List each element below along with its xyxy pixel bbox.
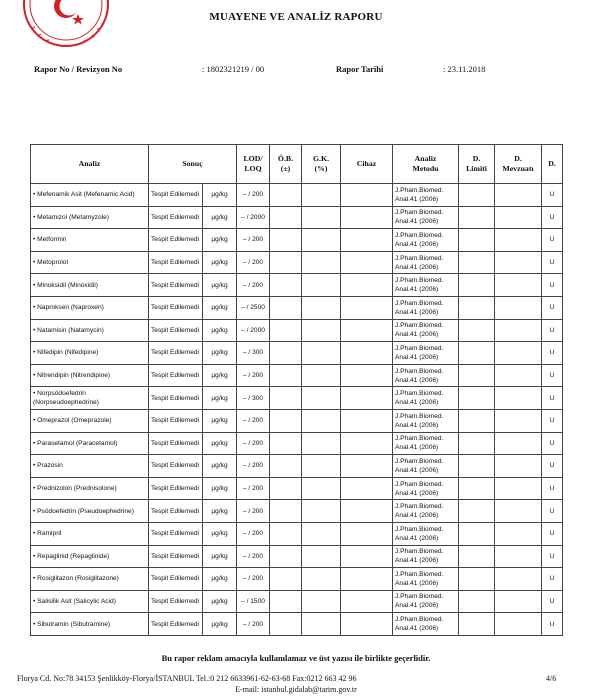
device-cell	[341, 364, 393, 387]
method-cell: J.Pham.Biomed. Anal.41 (2006)	[393, 206, 459, 229]
table-row	[31, 432, 563, 455]
device-cell	[341, 568, 393, 591]
d-limit-cell	[459, 409, 495, 432]
table-row	[31, 229, 563, 252]
table-row	[31, 500, 563, 523]
report-no-label: Rapor No / Revizyon No	[34, 64, 123, 74]
col-sonuc: Sonuç	[149, 145, 237, 184]
gk-cell	[302, 477, 341, 500]
gk-cell	[302, 342, 341, 365]
unit-cell: µg/kg	[203, 590, 237, 613]
col-ob: Ö.B. (±)	[270, 145, 302, 184]
d-limit-cell	[459, 477, 495, 500]
unit-cell: µg/kg	[203, 522, 237, 545]
lod-loq-cell: – / 200	[237, 613, 270, 636]
gk-cell	[302, 455, 341, 478]
analyte-cell: • Metamizol (Metamyzole)	[31, 206, 149, 229]
ob-cell	[270, 319, 302, 342]
table-row	[31, 274, 563, 297]
bullet-icon: •	[33, 304, 38, 312]
lod-loq-cell: – / 200	[237, 251, 270, 274]
report-date-value: : 23.11.2018	[443, 64, 486, 74]
d-cell: U	[542, 229, 563, 252]
result-cell: Tespit Edilemedi	[149, 522, 203, 545]
result-cell: Tespit Edilemedi	[149, 251, 203, 274]
lod-loq-cell: – / 200	[237, 409, 270, 432]
result-cell: Tespit Edilemedi	[149, 477, 203, 500]
method-cell: J.Pham.Biomed. Anal.41 (2006)	[393, 251, 459, 274]
d-limit-cell	[459, 206, 495, 229]
ministry-emblem-icon	[22, 0, 110, 48]
bullet-icon: •	[33, 530, 38, 538]
lod-loq-cell: – / 200	[237, 477, 270, 500]
ob-cell	[270, 274, 302, 297]
lod-loq-cell: – / 200	[237, 229, 270, 252]
analyte-cell: • Nifedipin (Nifedipine)	[31, 342, 149, 365]
d-regulation-cell	[495, 319, 542, 342]
d-limit-cell	[459, 590, 495, 613]
analyte-cell: • Repaglinid (Repaglinide)	[31, 545, 149, 568]
unit-cell: µg/kg	[203, 432, 237, 455]
bullet-icon: •	[33, 259, 38, 267]
unit-cell: µg/kg	[203, 342, 237, 365]
ob-cell	[270, 387, 302, 410]
device-cell	[341, 613, 393, 636]
bullet-icon: •	[33, 507, 38, 515]
lod-loq-cell: – / 300	[237, 387, 270, 410]
analyte-cell: • Sibutramin (Sibutramine)	[31, 613, 149, 636]
d-limit-cell	[459, 432, 495, 455]
d-limit-cell	[459, 319, 495, 342]
d-regulation-cell	[495, 206, 542, 229]
d-limit-cell	[459, 568, 495, 591]
d-regulation-cell	[495, 342, 542, 365]
table-row	[31, 342, 563, 365]
d-regulation-cell	[495, 455, 542, 478]
gk-cell	[302, 319, 341, 342]
device-cell	[341, 500, 393, 523]
unit-cell: µg/kg	[203, 500, 237, 523]
result-cell: Tespit Edilemedi	[149, 455, 203, 478]
device-cell	[341, 206, 393, 229]
ob-cell	[270, 568, 302, 591]
d-regulation-cell	[495, 184, 542, 207]
d-limit-cell	[459, 296, 495, 319]
d-cell: U	[542, 432, 563, 455]
analyte-cell: • Metformin	[31, 229, 149, 252]
d-regulation-cell	[495, 364, 542, 387]
unit-cell: µg/kg	[203, 184, 237, 207]
report-title: MUAYENE VE ANALİZ RAPORU	[209, 11, 383, 23]
unit-cell: µg/kg	[203, 409, 237, 432]
bullet-icon: •	[33, 439, 38, 447]
method-cell: J.Pham.Biomed. Anal.41 (2006)	[393, 296, 459, 319]
ob-cell	[270, 590, 302, 613]
ob-cell	[270, 251, 302, 274]
d-limit-cell	[459, 613, 495, 636]
d-cell: U	[542, 319, 563, 342]
gk-cell	[302, 229, 341, 252]
analyte-cell: • Psödoefedrin (Pseudoephedrine)	[31, 500, 149, 523]
bullet-icon: •	[33, 191, 38, 199]
d-limit-cell	[459, 522, 495, 545]
bullet-icon: •	[33, 236, 38, 244]
lod-loq-cell: – / 2000	[237, 319, 270, 342]
ob-cell	[270, 409, 302, 432]
d-regulation-cell	[495, 432, 542, 455]
method-cell: J.Pham.Biomed. Anal.41 (2006)	[393, 387, 459, 410]
result-cell: Tespit Edilemedi	[149, 229, 203, 252]
table-row	[31, 545, 563, 568]
d-cell: U	[542, 387, 563, 410]
col-d: D.	[542, 145, 563, 184]
method-cell: J.Pham.Biomed. Anal.41 (2006)	[393, 500, 459, 523]
device-cell	[341, 296, 393, 319]
d-cell: U	[542, 274, 563, 297]
result-cell: Tespit Edilemedi	[149, 409, 203, 432]
d-regulation-cell	[495, 274, 542, 297]
gk-cell	[302, 500, 341, 523]
result-cell: Tespit Edilemedi	[149, 432, 203, 455]
d-limit-cell	[459, 274, 495, 297]
d-limit-cell	[459, 545, 495, 568]
ob-cell	[270, 432, 302, 455]
gk-cell	[302, 364, 341, 387]
method-cell: J.Pham.Biomed. Anal.41 (2006)	[393, 409, 459, 432]
result-cell: Tespit Edilemedi	[149, 364, 203, 387]
d-regulation-cell	[495, 387, 542, 410]
d-limit-cell	[459, 342, 495, 365]
lod-loq-cell: – / 200	[237, 522, 270, 545]
page-number: 4/6	[546, 674, 557, 683]
footer-note: Bu rapor reklam amacıyla kullanılamaz ve üst yazısı ile birlikte geçerlidir.	[161, 653, 431, 663]
lod-loq-cell: – / 200	[237, 455, 270, 478]
d-regulation-cell	[495, 613, 542, 636]
method-cell: J.Pham.Biomed. Anal.41 (2006)	[393, 274, 459, 297]
analyte-cell: • Salisilik Asit (Salicylic Acid)	[31, 590, 149, 613]
gk-cell	[302, 568, 341, 591]
result-cell: Tespit Edilemedi	[149, 387, 203, 410]
ob-cell	[270, 477, 302, 500]
device-cell	[341, 184, 393, 207]
result-cell: Tespit Edilemedi	[149, 274, 203, 297]
lod-loq-cell: – / 2500	[237, 296, 270, 319]
table-row	[31, 477, 563, 500]
unit-cell: µg/kg	[203, 319, 237, 342]
device-cell	[341, 229, 393, 252]
d-cell: U	[542, 613, 563, 636]
col-analiz-metodu: Analiz Metodu	[393, 145, 459, 184]
d-regulation-cell	[495, 477, 542, 500]
bullet-icon: •	[33, 213, 38, 221]
bullet-icon: •	[33, 485, 38, 493]
device-cell	[341, 522, 393, 545]
result-cell: Tespit Edilemedi	[149, 206, 203, 229]
gk-cell	[302, 274, 341, 297]
unit-cell: µg/kg	[203, 568, 237, 591]
d-regulation-cell	[495, 522, 542, 545]
ob-cell	[270, 455, 302, 478]
bullet-icon: •	[33, 326, 38, 334]
gk-cell	[302, 184, 341, 207]
device-cell	[341, 545, 393, 568]
analyte-cell: • Prazosin	[31, 455, 149, 478]
table-row	[31, 364, 563, 387]
d-limit-cell	[459, 387, 495, 410]
result-cell: Tespit Edilemedi	[149, 613, 203, 636]
d-cell: U	[542, 500, 563, 523]
device-cell	[341, 319, 393, 342]
lod-loq-cell: – / 200	[237, 500, 270, 523]
table-row	[31, 568, 563, 591]
method-cell: J.Pham.Biomed. Anal.41 (2006)	[393, 455, 459, 478]
analyte-cell: • Minoksidil (Minoxidil)	[31, 274, 149, 297]
d-cell: U	[542, 568, 563, 591]
table-row	[31, 319, 563, 342]
bullet-icon: •	[33, 417, 38, 425]
ob-cell	[270, 342, 302, 365]
gk-cell	[302, 590, 341, 613]
unit-cell: µg/kg	[203, 296, 237, 319]
method-cell: J.Pham.Biomed. Anal.41 (2006)	[393, 364, 459, 387]
lod-loq-cell: – / 300	[237, 342, 270, 365]
gk-cell	[302, 409, 341, 432]
analyte-cell: • Nitrendipin (Nitrendipine)	[31, 364, 149, 387]
bullet-icon: •	[33, 552, 38, 560]
analyte-cell: • Omeprazol (Omeprazole)	[31, 409, 149, 432]
d-cell: U	[542, 545, 563, 568]
d-cell: U	[542, 296, 563, 319]
d-cell: U	[542, 364, 563, 387]
gk-cell	[302, 206, 341, 229]
analyte-cell: • Ramipril	[31, 522, 149, 545]
device-cell	[341, 387, 393, 410]
d-limit-cell	[459, 184, 495, 207]
gk-cell	[302, 432, 341, 455]
lod-loq-cell: – / 200	[237, 545, 270, 568]
unit-cell: µg/kg	[203, 477, 237, 500]
bullet-icon: •	[33, 575, 38, 583]
col-d-mevzuati: D. Mevzuatı	[495, 145, 542, 184]
analyte-cell: • Naproksen (Naproxen)	[31, 296, 149, 319]
ob-cell	[270, 522, 302, 545]
ob-cell	[270, 364, 302, 387]
ob-cell	[270, 184, 302, 207]
analyte-cell: • Metoprolol	[31, 251, 149, 274]
d-regulation-cell	[495, 500, 542, 523]
method-cell: J.Pham.Biomed. Anal.41 (2006)	[393, 522, 459, 545]
gk-cell	[302, 251, 341, 274]
bullet-icon: •	[33, 462, 38, 470]
device-cell	[341, 251, 393, 274]
d-regulation-cell	[495, 251, 542, 274]
d-cell: U	[542, 409, 563, 432]
footer-address: Florya Cd. No:78 34153 Şenlikköy-Florya/İSTANBUL Tel.:0 212 6633961-62-63-68 Fax:0212 663 42 96	[17, 674, 357, 683]
device-cell	[341, 342, 393, 365]
table-row	[31, 387, 563, 410]
result-cell: Tespit Edilemedi	[149, 184, 203, 207]
report-no-value: : 1802321219 / 00	[202, 64, 265, 74]
d-cell: U	[542, 184, 563, 207]
table-row	[31, 409, 563, 432]
gk-cell	[302, 613, 341, 636]
ob-cell	[270, 545, 302, 568]
table-row	[31, 184, 563, 207]
method-cell: J.Pham.Biomed. Anal.41 (2006)	[393, 568, 459, 591]
method-cell: J.Pham.Biomed. Anal.41 (2006)	[393, 477, 459, 500]
device-cell	[341, 455, 393, 478]
ob-cell	[270, 613, 302, 636]
method-cell: J.Pham.Biomed. Anal.41 (2006)	[393, 319, 459, 342]
d-cell: U	[542, 477, 563, 500]
d-regulation-cell	[495, 296, 542, 319]
analyte-cell: • Norpsödoefedrin (Norpseudoephedrine)	[31, 387, 149, 410]
analyte-cell: • Rosiglitazon (Rosiglitazone)	[31, 568, 149, 591]
lod-loq-cell: – / 1500	[237, 590, 270, 613]
unit-cell: µg/kg	[203, 364, 237, 387]
result-cell: Tespit Edilemedi	[149, 568, 203, 591]
method-cell: J.Pham.Biomed. Anal.41 (2006)	[393, 184, 459, 207]
result-cell: Tespit Edilemedi	[149, 590, 203, 613]
lod-loq-cell: – / 200	[237, 568, 270, 591]
ob-cell	[270, 229, 302, 252]
method-cell: J.Pham.Biomed. Anal.41 (2006)	[393, 613, 459, 636]
device-cell	[341, 590, 393, 613]
analysis-results-table	[30, 144, 563, 636]
analyte-cell: • Mefenamik Asit (Mefenamic Acid)	[31, 184, 149, 207]
unit-cell: µg/kg	[203, 545, 237, 568]
col-d-limiti: D. Limiti	[459, 145, 495, 184]
d-limit-cell	[459, 500, 495, 523]
d-cell: U	[542, 251, 563, 274]
unit-cell: µg/kg	[203, 251, 237, 274]
table-row	[31, 455, 563, 478]
d-regulation-cell	[495, 590, 542, 613]
method-cell: J.Pham.Biomed. Anal.41 (2006)	[393, 342, 459, 365]
lod-loq-cell: – / 200	[237, 184, 270, 207]
bullet-icon: •	[33, 372, 38, 380]
d-limit-cell	[459, 455, 495, 478]
device-cell	[341, 432, 393, 455]
table-row	[31, 251, 563, 274]
result-cell: Tespit Edilemedi	[149, 500, 203, 523]
table-row	[31, 590, 563, 613]
d-cell: U	[542, 206, 563, 229]
bullet-icon: •	[33, 597, 38, 605]
table-header-row	[31, 145, 563, 184]
table-row	[31, 206, 563, 229]
d-regulation-cell	[495, 545, 542, 568]
table-row	[31, 522, 563, 545]
footer-email: E-mail: istanbul.gidalab@tarim.gov.tr	[235, 685, 357, 694]
lod-loq-cell: – / 200	[237, 364, 270, 387]
col-cihaz: Cihaz	[341, 145, 393, 184]
d-cell: U	[542, 455, 563, 478]
col-analiz: Analiz	[31, 145, 149, 184]
unit-cell: µg/kg	[203, 387, 237, 410]
method-cell: J.Pham.Biomed. Anal.41 (2006)	[393, 229, 459, 252]
lod-loq-cell: – / 200	[237, 274, 270, 297]
ob-cell	[270, 500, 302, 523]
table-row	[31, 296, 563, 319]
device-cell	[341, 274, 393, 297]
unit-cell: µg/kg	[203, 274, 237, 297]
bullet-icon: •	[33, 349, 38, 357]
unit-cell: µg/kg	[203, 206, 237, 229]
method-cell: J.Pham.Biomed. Anal.41 (2006)	[393, 432, 459, 455]
method-cell: J.Pham.Biomed. Anal.41 (2006)	[393, 545, 459, 568]
report-date-label: Rapor Tarihi	[336, 64, 384, 74]
unit-cell: µg/kg	[203, 229, 237, 252]
result-cell: Tespit Edilemedi	[149, 545, 203, 568]
d-regulation-cell	[495, 409, 542, 432]
result-cell: Tespit Edilemedi	[149, 342, 203, 365]
d-limit-cell	[459, 229, 495, 252]
d-limit-cell	[459, 364, 495, 387]
table-row	[31, 613, 563, 636]
unit-cell: µg/kg	[203, 455, 237, 478]
result-cell: Tespit Edilemedi	[149, 319, 203, 342]
analyte-cell: • Parasetamol (Paracetamol)	[31, 432, 149, 455]
gk-cell	[302, 522, 341, 545]
gk-cell	[302, 387, 341, 410]
gk-cell	[302, 545, 341, 568]
method-cell: J.Pham.Biomed. Anal.41 (2006)	[393, 590, 459, 613]
result-cell: Tespit Edilemedi	[149, 296, 203, 319]
bullet-icon: •	[33, 390, 38, 398]
d-regulation-cell	[495, 568, 542, 591]
unit-cell: µg/kg	[203, 613, 237, 636]
col-lod-loq: LOD/ LOQ	[237, 145, 270, 184]
ob-cell	[270, 206, 302, 229]
d-regulation-cell	[495, 229, 542, 252]
lod-loq-cell: – / 200	[237, 432, 270, 455]
device-cell	[341, 409, 393, 432]
device-cell	[341, 477, 393, 500]
d-limit-cell	[459, 251, 495, 274]
bullet-icon: •	[33, 281, 38, 289]
d-cell: U	[542, 342, 563, 365]
lod-loq-cell: – / 2000	[237, 206, 270, 229]
analyte-cell: • Natamisin (Natamycin)	[31, 319, 149, 342]
bullet-icon: •	[33, 620, 38, 628]
ob-cell	[270, 296, 302, 319]
d-cell: U	[542, 590, 563, 613]
col-gk: G.K. (%)	[302, 145, 341, 184]
d-cell: U	[542, 522, 563, 545]
gk-cell	[302, 296, 341, 319]
analyte-cell: • Prednizolon (Prednisolone)	[31, 477, 149, 500]
